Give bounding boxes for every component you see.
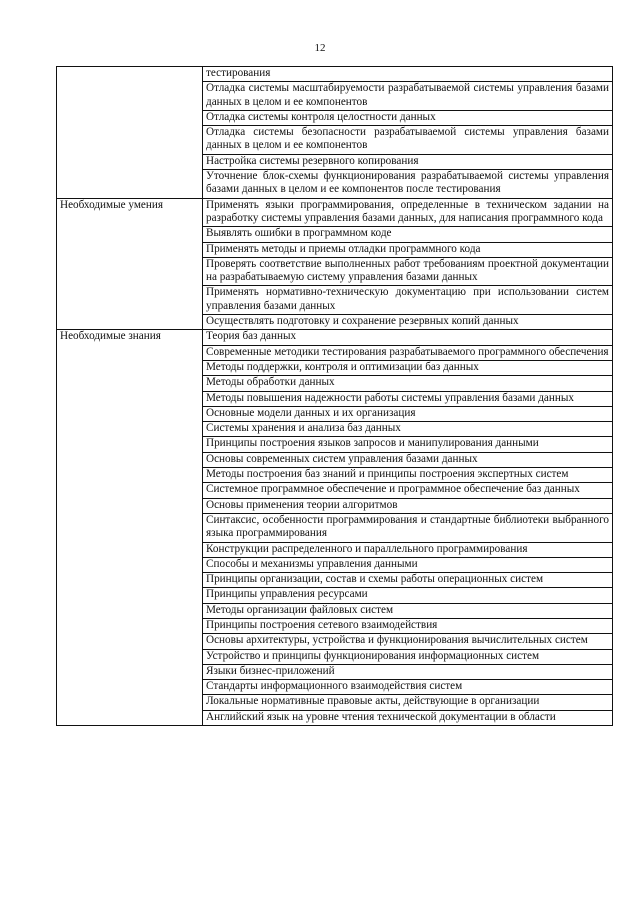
table-cell-item: Основные модели данных и их организация [203,406,613,421]
table-cell-item: Теория баз данных [203,330,613,345]
competency-table-body [57,67,613,726]
table-row [57,67,613,82]
table-cell-item: Отладка системы масштабируемости разрабатываемой системы управления базами данных в целом и ее компонентов [203,82,613,111]
table-cell-item: Конструкции распределенного и параллельного программирования [203,542,613,557]
table-cell-item: Способы и механизмы управления данными [203,557,613,572]
table-cell-item: Принципы управления ресурсами [203,588,613,603]
page-number: 12 [314,42,326,54]
table-cell-item: Уточнение блок-схемы функционирования разрабатываемой системы управления базами данных в целом и ее компонентов после тестирования [203,170,613,199]
table-cell-item: Применять языки программирования, определенные в техническом задании на разработку системы управления базами данных, для написания программного кода [203,198,613,227]
table-cell-item: Проверять соответствие выполненных работ требованиям проектной документации на разрабатываемую систему управления базами данных [203,257,613,286]
section-label: Необходимые знания [57,330,203,726]
section-label: Необходимые умения [57,198,203,330]
table-cell-item: Локальные нормативные правовые акты, действующие в организации [203,695,613,710]
competency-table [56,66,613,726]
table-cell-item: Принципы построения сетевого взаимодействия [203,618,613,633]
table-cell-item: Основы современных систем управления базами данных [203,452,613,467]
table-cell-item: тестирования [203,67,613,82]
table-cell-item: Отладка системы безопасности разрабатываемой системы управления базами данных в целом и ее компонентов [203,126,613,155]
table-cell-item: Английский язык на уровне чтения технической документации в области [203,710,613,725]
table-cell-item: Основы применения теории алгоритмов [203,498,613,513]
section-label [57,67,203,199]
table-cell-item: Основы архитектуры, устройства и функционирования вычислительных систем [203,634,613,649]
table-cell-item: Методы повышения надежности работы системы управления базами данных [203,391,613,406]
table-cell-item: Современные методики тестирования разрабатываемого программного обеспечения [203,345,613,360]
table-cell-item: Настройка системы резервного копирования [203,154,613,169]
table-cell-item: Устройство и принципы функционирования информационных систем [203,649,613,664]
table-cell-item: Применять нормативно-техническую документацию при использовании систем управления базами данных [203,286,613,315]
table-cell-item: Синтаксис, особенности программирования и стандартные библиотеки выбранного языка программирования [203,513,613,542]
table-cell-item: Выявлять ошибки в программном коде [203,227,613,242]
table-cell-item: Методы поддержки, контроля и оптимизации баз данных [203,360,613,375]
table-cell-item: Применять методы и приемы отладки программного кода [203,242,613,257]
table-cell-item: Методы организации файловых систем [203,603,613,618]
table-cell-item: Отладка системы контроля целостности данных [203,110,613,125]
table-row [57,198,613,227]
table-cell-item: Принципы организации, состав и схемы работы операционных систем [203,573,613,588]
table-cell-item: Стандарты информационного взаимодействия систем [203,680,613,695]
table-cell-item: Осуществлять подготовку и сохранение резервных копий данных [203,315,613,330]
table-cell-item: Системное программное обеспечение и программное обеспечение баз данных [203,483,613,498]
table-row [57,330,613,345]
table-cell-item: Языки бизнес-приложений [203,664,613,679]
table-cell-item: Системы хранения и анализа баз данных [203,422,613,437]
table-cell-item: Принципы построения языков запросов и манипулирования данными [203,437,613,452]
table-cell-item: Методы построения баз знаний и принципы построения экспертных систем [203,468,613,483]
table-cell-item: Методы обработки данных [203,376,613,391]
